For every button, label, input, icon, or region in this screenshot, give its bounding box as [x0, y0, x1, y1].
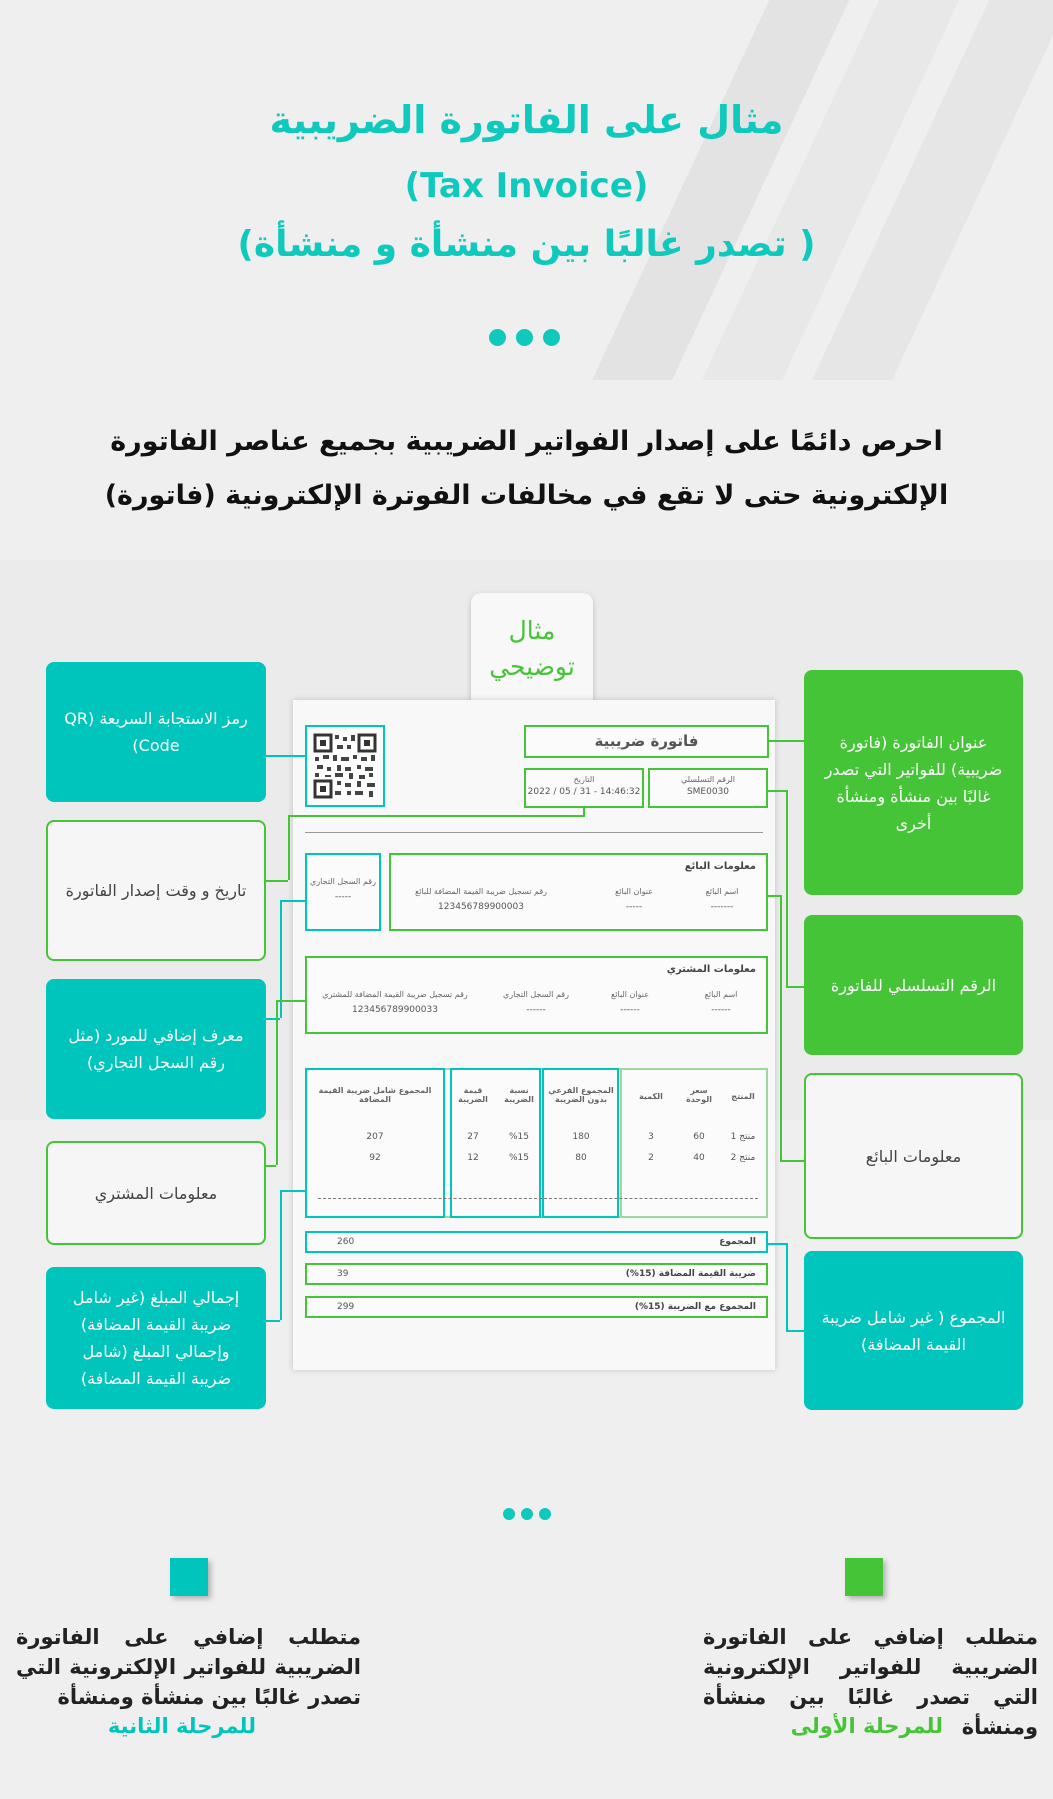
label-seller-info: [804, 1073, 1023, 1239]
seller-cr-label: رقم السجل التجاري: [310, 877, 376, 886]
connector-line: [276, 1000, 278, 1165]
buyer-address-label: عنوان البائع: [611, 990, 649, 999]
page-title: مثال على الفاتورة الضريبية: [269, 98, 784, 142]
total-excl-vat-label: المجموع: [719, 1237, 756, 1247]
date-label: التاريخ: [573, 775, 595, 784]
decorative-dot: [503, 1508, 515, 1520]
invoice-date-box: [524, 768, 644, 808]
connector-line: [786, 986, 804, 988]
seller-vat-label: رقم تسجيل ضريبة القيمة المضافة للبائع: [414, 887, 548, 896]
col-header-unit-price: سعر الوحدة: [686, 1086, 712, 1104]
connector-line: [288, 815, 290, 880]
sample-badge-line2: توضيحي: [489, 652, 575, 681]
label-buyer-info: [46, 1141, 266, 1245]
table-dotted-divider: [318, 1198, 758, 1199]
sample-badge-line1: مثال: [508, 616, 556, 645]
label-invoice-title-text: عنوان الفاتورة (فاتورة ضريبية) للفواتير التي تصدر غالبًا بين منشأة ومنشأة أخرى: [824, 732, 1003, 833]
cell-total: 207: [366, 1132, 384, 1142]
col-header-product: المنتج: [731, 1092, 755, 1101]
connector-line: [288, 815, 583, 817]
total-row-excl-vat: [305, 1231, 768, 1253]
cell-unit-price: 40: [693, 1153, 705, 1163]
connector-line: [768, 740, 804, 742]
cell-total: 92: [369, 1153, 381, 1163]
buyer-info-box: [305, 956, 768, 1034]
seller-heading: معلومات البائع: [684, 861, 756, 872]
seller-vat-value: 123456789900003: [438, 902, 524, 912]
connector-line: [266, 880, 288, 882]
connector-line: [266, 1320, 280, 1322]
invoice-title-box: [524, 725, 769, 758]
vat-label: ضريبة القيمة المضافة (15%): [625, 1269, 756, 1279]
legend-swatch-green: [845, 1558, 883, 1596]
label-seller-info-text: معلومات البائع: [865, 1146, 962, 1166]
cell-tax-value: 12: [467, 1153, 479, 1163]
requirement-phase2-text: متطلب إضافي على الفاتورة الضريبية للفواتير الإلكترونية التي تصدر غالبًا بين منشأة ومنشأة: [16, 1625, 361, 1709]
requirement-phase1-label: للمرحلة الأولى: [790, 1714, 943, 1738]
label-qr-code-text: رمز الاستجابة السريعة (QR Code): [64, 709, 248, 755]
vat-row: [305, 1263, 768, 1285]
decorative-dot: [489, 329, 506, 346]
decorative-dot: [521, 1508, 533, 1520]
connector-line: [768, 895, 780, 897]
serial-value: SME0030: [686, 787, 730, 797]
page-subtitle-note: ( تصدر غالبًا بين منشأة و منشأة): [237, 224, 816, 265]
label-subtotal-text: المجموع ( غير شامل ضريبة القيمة المضافة): [821, 1307, 1006, 1354]
legend-swatch-teal: [170, 1558, 208, 1596]
connector-line: [768, 790, 786, 792]
col-header-subtotal: المجموع الفرعي بدون الضريبة: [548, 1086, 614, 1104]
divider: [305, 832, 763, 833]
total-incl-vat-label: المجموع مع الضريبة (15%): [634, 1302, 756, 1312]
qr-code-frame: [305, 725, 385, 807]
total-excl-vat-value: 260: [337, 1237, 355, 1247]
vat-value: 39: [337, 1269, 349, 1279]
lead-text-line2: الإلكترونية حتى لا تقع في مخالفات الفوترة الإلكترونية (فاتورة): [104, 480, 949, 511]
serial-label: الرقم التسلسلي: [680, 775, 736, 784]
label-buyer-info-text: معلومات المشتري: [94, 1183, 218, 1203]
connector-line: [786, 1330, 804, 1332]
cell-qty: 2: [648, 1153, 654, 1163]
requirement-phase1-text: متطلب إضافي على الفاتورة الضريبية للفواتير الإلكترونية التي تصدر غالبًا بين منشأة ومنشأة: [703, 1625, 1038, 1739]
cell-subtotal: 80: [575, 1153, 587, 1163]
buyer-vat-label: رقم تسجيل ضريبة القيمة المضافة للمشتري: [322, 990, 468, 999]
buyer-cr-label: رقم السجل التجاري: [503, 990, 569, 999]
cell-tax-value: 27: [467, 1132, 479, 1142]
label-serial-number: [804, 915, 1023, 1055]
total-incl-vat-value: 299: [337, 1302, 355, 1312]
label-subtotal: [804, 1251, 1023, 1410]
cell-tax-rate: %15: [508, 1132, 529, 1142]
label-qr-code: [46, 662, 266, 802]
connector-line: [780, 895, 782, 1160]
seller-cr-box: [305, 853, 381, 931]
lead-text-line1: احرص دائمًا على إصدار الفواتير الضريبية بجميع عناصر الفاتورة: [110, 426, 943, 457]
cell-unit-price: 60: [693, 1132, 705, 1142]
cell-product: منتج 2: [730, 1153, 756, 1163]
cell-tax-rate: %15: [508, 1153, 529, 1163]
buyer-cr-value: ------: [526, 1005, 546, 1015]
invoice-paper: [293, 700, 775, 1370]
seller-address-label: عنوان البائع: [615, 887, 653, 896]
buyer-name-value: ------: [711, 1005, 731, 1015]
invoice-serial-box: [648, 768, 768, 808]
label-supplier-id-text: معرف إضافي للمورد (مثل رقم السجل التجاري): [68, 1026, 244, 1072]
seller-name-value: -------: [710, 902, 734, 912]
cell-qty: 3: [648, 1132, 654, 1142]
decorative-dot: [539, 1508, 551, 1520]
buyer-vat-value: 123456789900033: [352, 1005, 438, 1015]
cell-product: منتج 1: [730, 1132, 756, 1142]
connector-line: [280, 1190, 305, 1192]
buyer-address-value: ------: [620, 1005, 640, 1015]
connector-line: [280, 1190, 282, 1320]
label-supplier-id: [46, 979, 266, 1119]
connector-line: [786, 790, 788, 986]
invoice-title: فاتورة ضريبية: [594, 732, 699, 750]
decorative-dot: [516, 329, 533, 346]
col-header-tax-rate: نسبة الضريبة: [504, 1086, 534, 1104]
seller-address-value: -----: [625, 902, 643, 912]
label-serial-number-text: الرقم التسلسلي للفاتورة: [830, 975, 997, 995]
date-value: 2022 / 05 / 31 - 14:46:32: [527, 787, 641, 797]
label-invoice-date: [46, 820, 266, 961]
cell-subtotal: 180: [572, 1132, 590, 1142]
col-header-total: المجموع شامل ضريبة القيمة المضافة: [318, 1086, 432, 1104]
label-totals-text: إجمالي المبلغ (غير شامل ضريبة القيمة المضافة) وإجمالي المبلغ (شامل ضريبة القيمة المضافة): [72, 1288, 240, 1388]
col-header-tax-value: قيمة الضريبة: [458, 1086, 488, 1104]
requirement-phase2-label: للمرحلة الثانية: [107, 1714, 256, 1738]
connector-line: [583, 808, 585, 817]
connector-line: [276, 1000, 306, 1002]
sample-badge: [471, 593, 593, 713]
connector-line: [266, 755, 306, 757]
buyer-heading: معلومات المشتري: [666, 964, 756, 975]
buyer-name-label: اسم البائع: [704, 990, 738, 999]
seller-cr-value: -----: [334, 892, 352, 902]
page-subtitle: (Tax Invoice): [404, 166, 649, 206]
seller-info-box: [389, 853, 768, 931]
label-totals: [46, 1267, 266, 1409]
decorative-dot: [543, 329, 560, 346]
label-invoice-date-text: تاريخ و وقت إصدار الفاتورة: [65, 881, 247, 900]
connector-line: [780, 1160, 804, 1162]
label-invoice-title: [804, 670, 1023, 895]
connector-line: [280, 900, 305, 902]
connector-line: [266, 1165, 276, 1167]
col-header-qty: الكمية: [639, 1092, 663, 1101]
total-row-incl-vat: [305, 1296, 768, 1318]
connector-line: [786, 1243, 788, 1330]
seller-name-label: اسم البائع: [705, 887, 739, 896]
connector-line: [768, 1243, 786, 1245]
qr-code-icon: [313, 733, 377, 799]
